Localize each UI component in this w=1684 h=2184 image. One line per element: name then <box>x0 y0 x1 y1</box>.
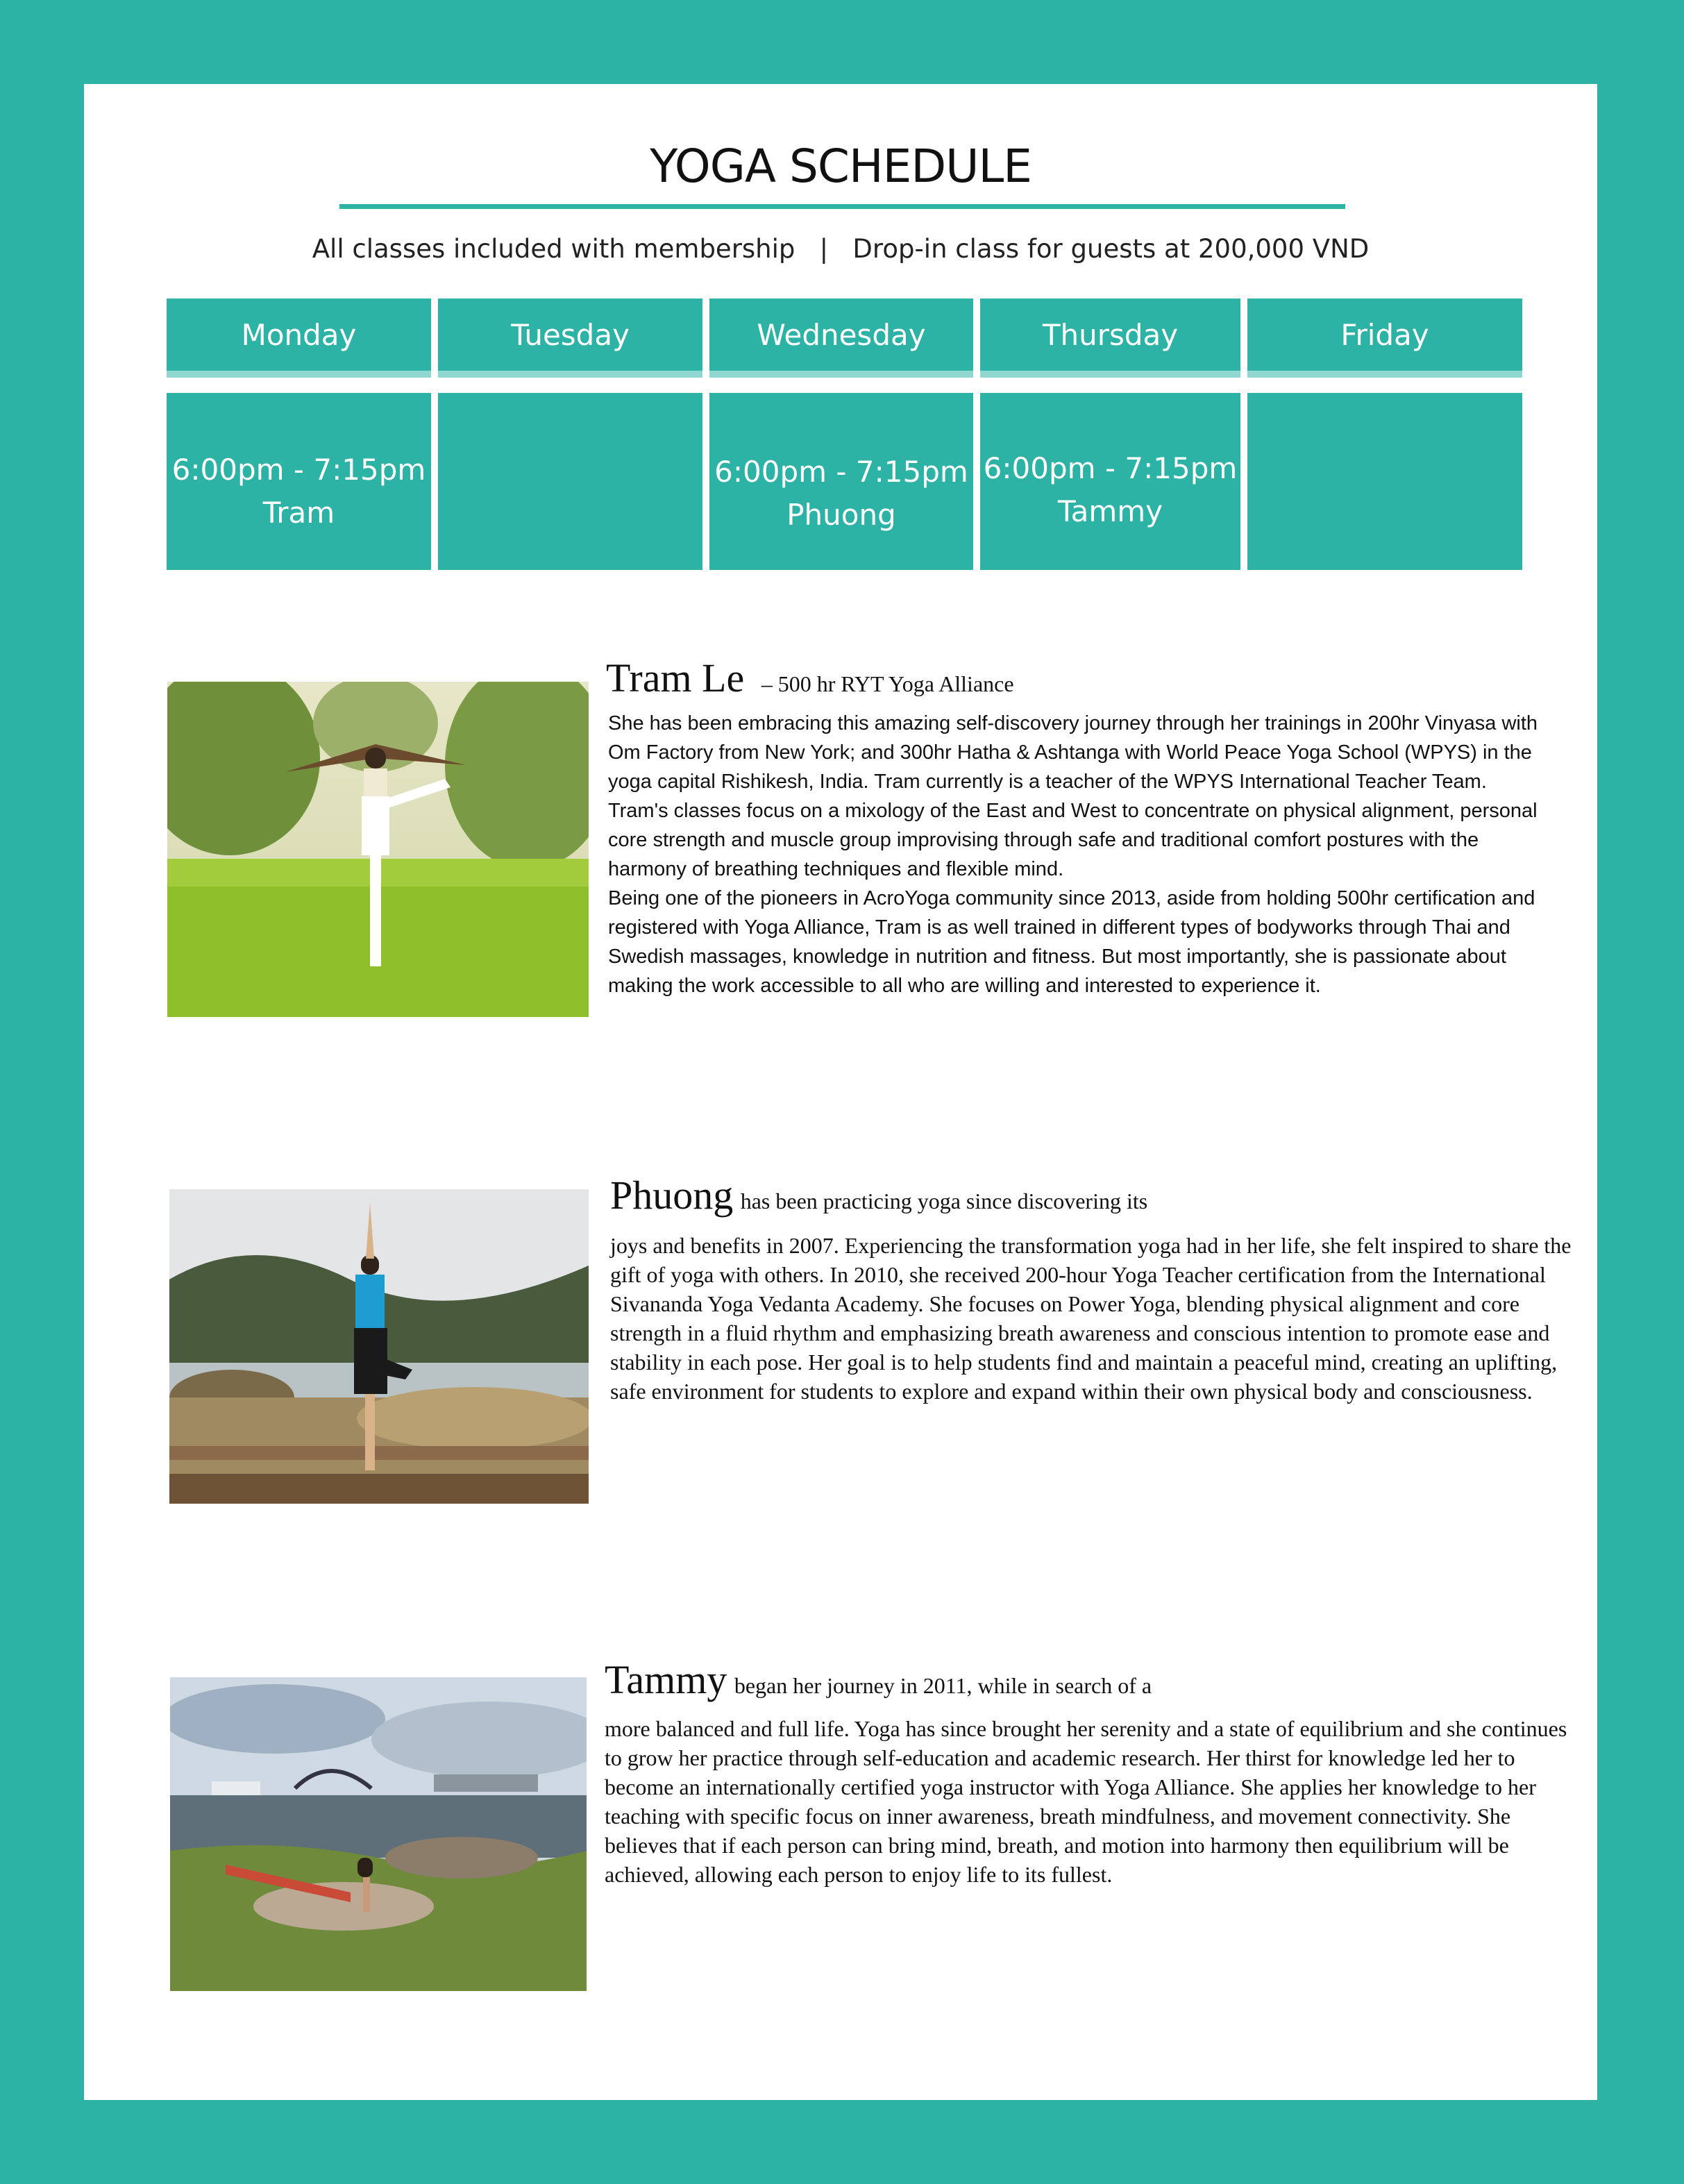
tammy-lead: began her journey in 2011, while in search of a <box>734 1673 1152 1698</box>
class-cell-wednesday <box>709 393 973 570</box>
day-header-wednesday: Wednesday <box>709 299 973 378</box>
tram-credential: – 500 hr RYT Yoga Alliance <box>761 671 1014 696</box>
day-header-monday: Monday <box>167 299 431 378</box>
weekly-schedule <box>167 299 1524 655</box>
title-divider <box>339 204 1345 209</box>
phuong-paragraph: joys and benefits in 2007. Experiencing the transformation yoga had in her life, she felt inspired to share the gift of yoga with others. In 2010, she received 200-hour Yoga Teacher certification from the International Sivananda Yoga Vedanta Academy. She focuses on Power Yoga, blending physical alignment and core strength in a fluid rhythm and emphasizing breath awareness and conscious intention to promote ease and stability in each pose. Her goal is to help students find and maintain a peaceful mind, creating an uplifting, safe environment for students to explore and expand within their own physical body and consciousness. <box>610 1233 1572 1404</box>
class-time: 6:00pm - 7:15pm <box>714 454 968 489</box>
tram-bio <box>606 655 1585 701</box>
tram-paragraph: She has been embracing this amazing self-discovery journey through her trainings in 200hr Vinyasa with Om Factory from New York; and 300hr Hatha & Ashtanga with World Peace Yoga School (WPYS) in the yoga capital Rishikesh, India. Tram currently is a teacher of the WPYS International Teacher Team. <box>608 712 1538 793</box>
tammy-paragraph: more balanced and full life. Yoga has since brought her serenity and a state of equilibrium and she continues to grow her practice through self-education and academic research. Her thirst for knowledge led her to become an internationally certified yoga instructor with Yoga Alliance. She applies her knowledge to her teaching with specific focus on inner awareness, breath mindfulness, and movement connectivity. She believes that if each person can bring mind, breath, and motion into harmony then equilibrium will be achieved, allowing each person to enjoy life to its fullest. <box>605 1716 1567 1887</box>
class-cell-friday <box>1247 393 1522 570</box>
tram-photo <box>167 682 589 1017</box>
class-teacher: Tram <box>262 495 335 530</box>
phuong-photo <box>169 1189 589 1504</box>
tammy-photo <box>170 1677 587 1991</box>
phuong-name: Phuong <box>610 1173 734 1218</box>
day-header-tuesday: Tuesday <box>438 299 702 378</box>
page-title: YOGA SCHEDULE <box>650 140 1032 193</box>
day-header-thursday: Thursday <box>980 299 1240 378</box>
phuong-bio <box>610 1172 1582 1218</box>
day-header-friday: Friday <box>1247 299 1522 378</box>
tram-description <box>608 709 1559 1000</box>
page-sheet <box>84 84 1597 2100</box>
tram-paragraph: Being one of the pioneers in AcroYoga community since 2013, aside from holding 500hr certification and registered with Yoga Alliance, Tram is as well trained in different types of bodyworks through Thai and Swedish massages, knowledge in nutrition and fitness. But most importantly, she is passionate about making the work accessible to all who are willing and interested to experience it. <box>608 887 1535 997</box>
tram-name: Tram Le <box>606 655 745 700</box>
class-teacher: Phuong <box>786 497 896 532</box>
tammy-name: Tammy <box>605 1657 727 1702</box>
tammy-description <box>605 1714 1580 1889</box>
class-time: 6:00pm - 7:15pm <box>171 452 426 487</box>
phuong-lead: has been practicing yoga since discovering its <box>740 1188 1148 1213</box>
class-cell-thursday <box>980 393 1240 570</box>
tammy-bio <box>605 1656 1576 1703</box>
class-cell-monday <box>167 393 431 570</box>
page-subtitle: All classes included with membership | Drop-in class for guests at 200,000 VND <box>312 234 1370 264</box>
tram-paragraph: Tram's classes focus on a mixology of the East and West to concentrate on physical alignment, personal core strength and muscle group improvising through safe and traditional comfort postures with the harmony of breathing techniques and flexible mind. <box>608 800 1538 880</box>
class-cell-tuesday <box>438 393 702 570</box>
class-teacher: Tammy <box>1057 494 1163 528</box>
phuong-description <box>610 1231 1582 1406</box>
class-time: 6:00pm - 7:15pm <box>983 451 1238 485</box>
